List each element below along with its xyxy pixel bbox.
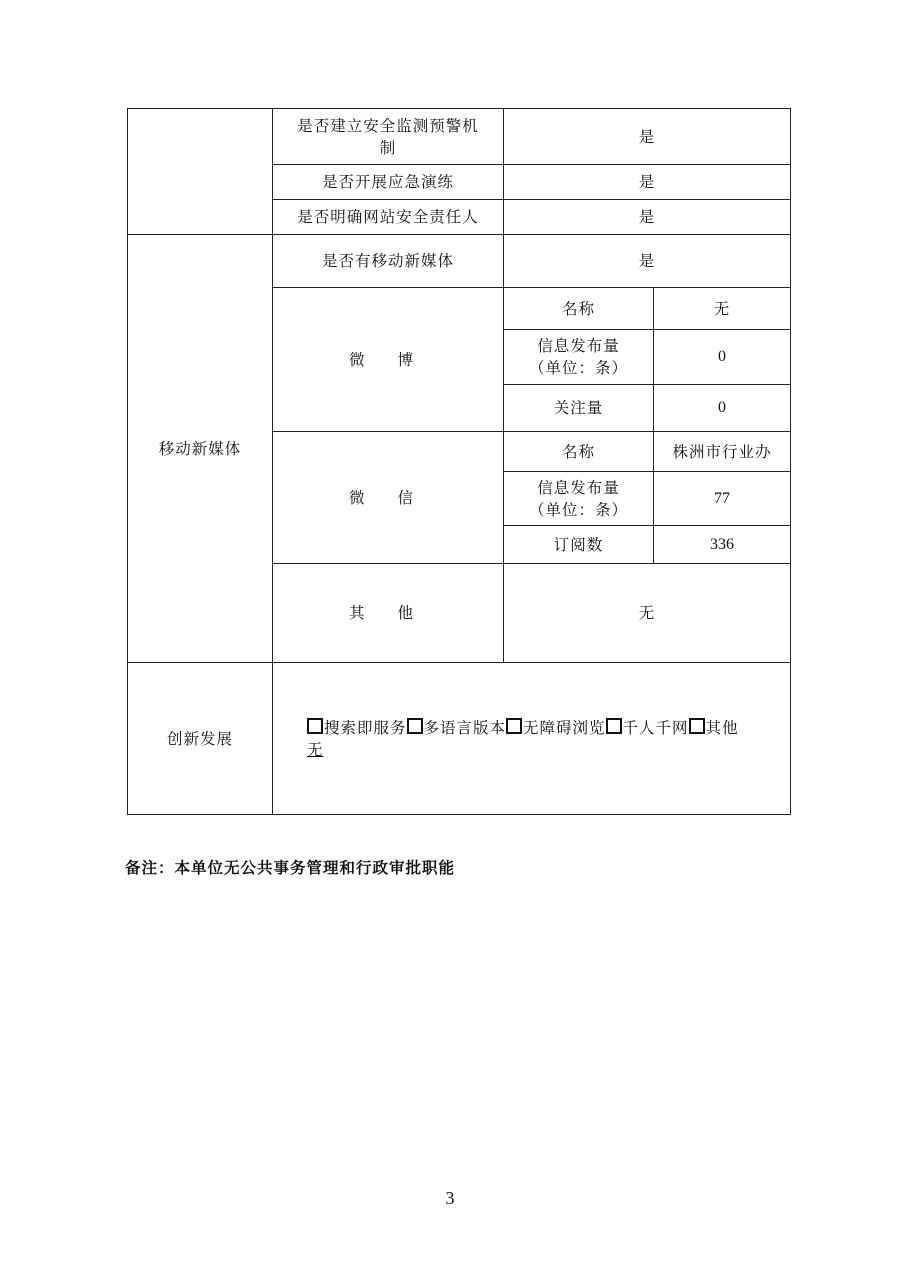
page-number: 3 [445,1188,455,1208]
weibo-followers-value: 0 [654,385,791,432]
weibo-followers-label: 关注量 [504,385,654,432]
row-value: 是 [504,165,791,200]
table-row [128,235,791,288]
weibo-posts-value: 0 [654,330,791,385]
checkbox-icon [689,718,705,734]
report-table [127,108,791,815]
weibo-name-label: 名称 [504,288,654,330]
checkbox-icon [407,718,423,734]
table-row [128,109,791,165]
checkbox-multilingual[interactable]: 多语言版本 [407,719,507,737]
row-value: 是 [504,235,791,288]
wechat-subs-label: 订阅数 [504,526,654,564]
row-label: 是否明确网站安全责任人 [273,200,504,235]
section-cell-security [128,109,273,235]
wechat-name-label: 名称 [504,432,654,472]
weibo-label: 微 博 [273,288,504,432]
checkbox-search-service[interactable]: 搜索即服务 [307,719,407,737]
wechat-subs-value: 336 [654,526,791,564]
weibo-posts-label: 信息发布量（单位：条） [504,330,654,385]
checkbox-accessibility[interactable]: 无障碍浏览 [506,719,606,737]
checkbox-icon [606,718,622,734]
checkbox-personalized[interactable]: 千人千网 [606,719,689,737]
section-cell-mobile: 移动新媒体 [128,235,273,663]
weibo-name-value: 无 [654,288,791,330]
row-value: 是 [504,109,791,165]
row-value: 是 [504,200,791,235]
wechat-posts-value: 77 [654,472,791,526]
checkbox-icon [307,718,323,734]
wechat-posts-label: 信息发布量（单位：条） [504,472,654,526]
table-row [128,663,791,815]
row-label: 是否有移动新媒体 [273,235,504,288]
innovation-other-value: 无 [307,740,324,759]
row-label: 是否开展应急演练 [273,165,504,200]
section-cell-innovation: 创新发展 [128,663,273,815]
remark-note: 备注：本单位无公共事务管理和行政审批职能 [125,859,456,877]
innovation-options [273,663,791,815]
checkbox-icon [506,718,522,734]
wechat-label: 微 信 [273,432,504,564]
wechat-name-value: 株洲市行业办 [654,432,791,472]
other-value: 无 [504,564,791,663]
checkbox-other[interactable]: 其他 [689,719,739,737]
other-label: 其 他 [273,564,504,663]
row-label: 是否建立安全监测预警机制 [273,109,504,165]
